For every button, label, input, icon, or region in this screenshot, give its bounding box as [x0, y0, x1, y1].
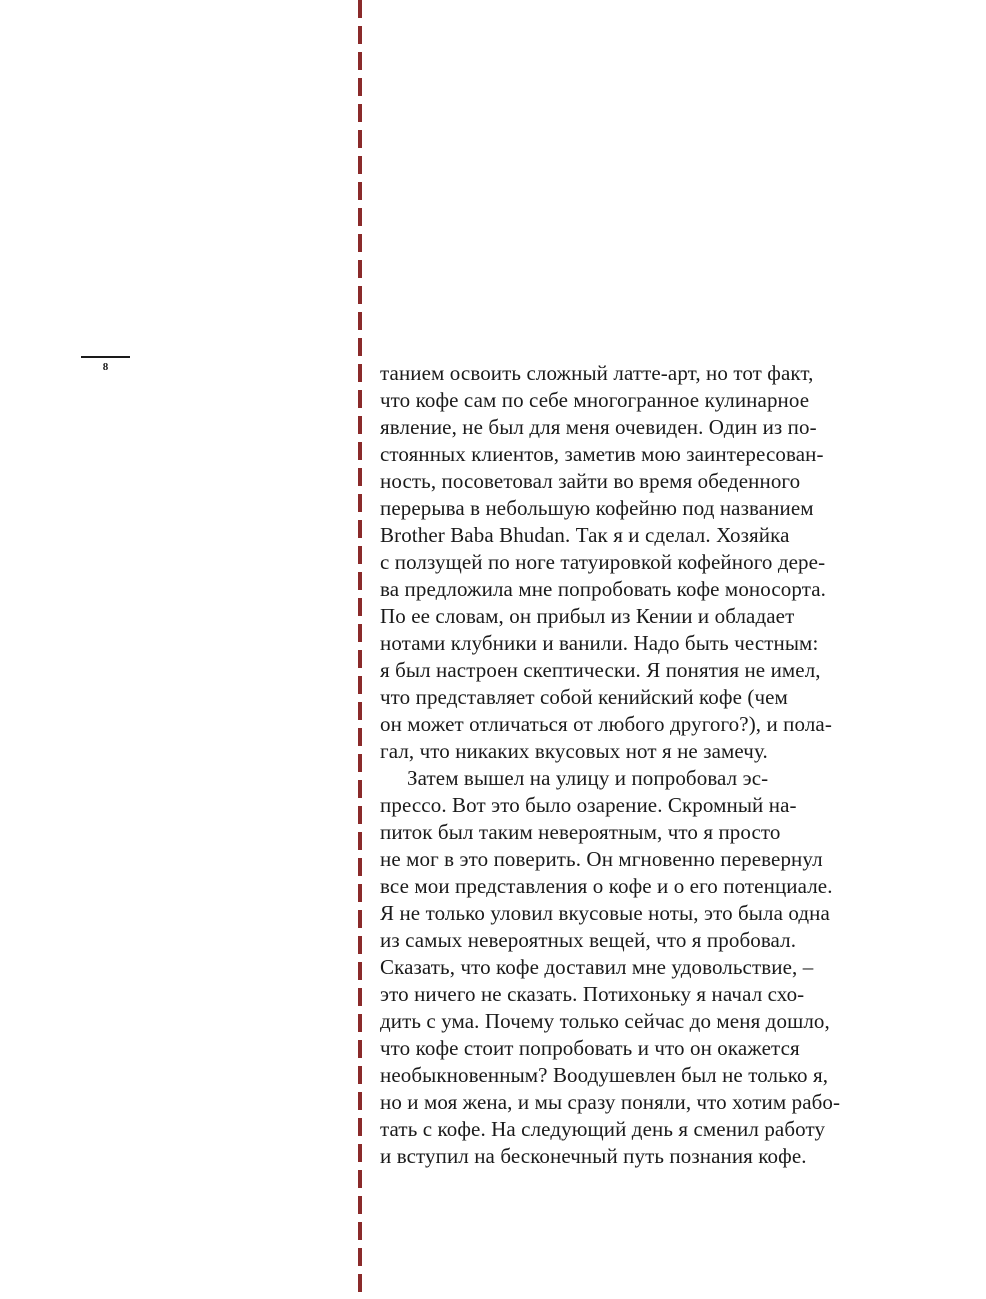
text-line: что кофе сам по себе многогранное кулинарное	[380, 388, 810, 412]
text-line: прессо. Вот это было озарение. Скромный на-	[380, 793, 797, 817]
body-text-column	[380, 360, 940, 1170]
text-line: Затем вышел на улицу и попробовал эс-	[407, 766, 769, 790]
text-line: питок был таким невероятным, что я просто	[380, 820, 781, 844]
text-line: тать с кофе. На следующий день я сменил работу	[380, 1117, 826, 1141]
page-number-line	[81, 356, 130, 358]
text-line: По ее словам, он прибыл из Кении и обладает	[380, 604, 795, 628]
text-line: что кофе стоит попробовать и что он окажется	[380, 1036, 800, 1060]
text-line: Я не только уловил вкусовые ноты, это была одна	[380, 901, 830, 925]
text-line: дить с ума. Почему только сейчас до меня дошло,	[380, 1009, 830, 1033]
dashed-margin-rule	[358, 0, 362, 1299]
text-line: что представляет собой кенийский кофе (чем	[380, 685, 788, 709]
page-number-block	[81, 356, 130, 373]
text-line: явление, не был для меня очевиден. Один из по-	[380, 415, 817, 439]
text-line: ность, посоветовал зайти во время обеденного	[380, 469, 801, 493]
text-line: из самых невероятных вещей, что я пробовал.	[380, 928, 797, 952]
text-line: я был настроен скептически. Я понятия не имел,	[380, 658, 821, 682]
text-line: Сказать, что кофе доставил мне удовольствие, –	[380, 955, 814, 979]
paragraph-1	[380, 360, 940, 765]
page-number: 8	[102, 361, 109, 373]
paragraph-2	[380, 765, 940, 1170]
text-line: гал, что никаких вкусовых нот я не замечу.	[380, 739, 768, 763]
text-line: и вступил на бесконечный путь познания кофе.	[380, 1144, 807, 1168]
text-line: он может отличаться от любого другого?), и пола-	[380, 712, 832, 736]
text-line: Brother Baba Bhudan. Так я и сделал. Хозяйка	[380, 523, 790, 547]
text-line: танием освоить сложный латте-арт, но тот факт,	[380, 361, 814, 385]
text-line: ва предложила мне попробовать кофе моносорта.	[380, 577, 827, 601]
text-line: необыкновенным? Воодушевлен был не только я,	[380, 1063, 829, 1087]
text-line: нотами клубники и ванили. Надо быть честным:	[380, 631, 819, 655]
text-line: это ничего не сказать. Потихоньку я начал схо-	[380, 982, 805, 1006]
text-line: стоянных клиентов, заметив мою заинтересован-	[380, 442, 824, 466]
text-line: все мои представления о кофе и о его потенциале.	[380, 874, 833, 898]
text-line: с ползущей по ноге татуировкой кофейного дере-	[380, 550, 826, 574]
text-line: перерыва в небольшую кофейню под названием	[380, 496, 814, 520]
text-line: не мог в это поверить. Он мгновенно перевернул	[380, 847, 823, 871]
text-line: но и моя жена, и мы сразу поняли, что хотим рабо-	[380, 1090, 841, 1114]
